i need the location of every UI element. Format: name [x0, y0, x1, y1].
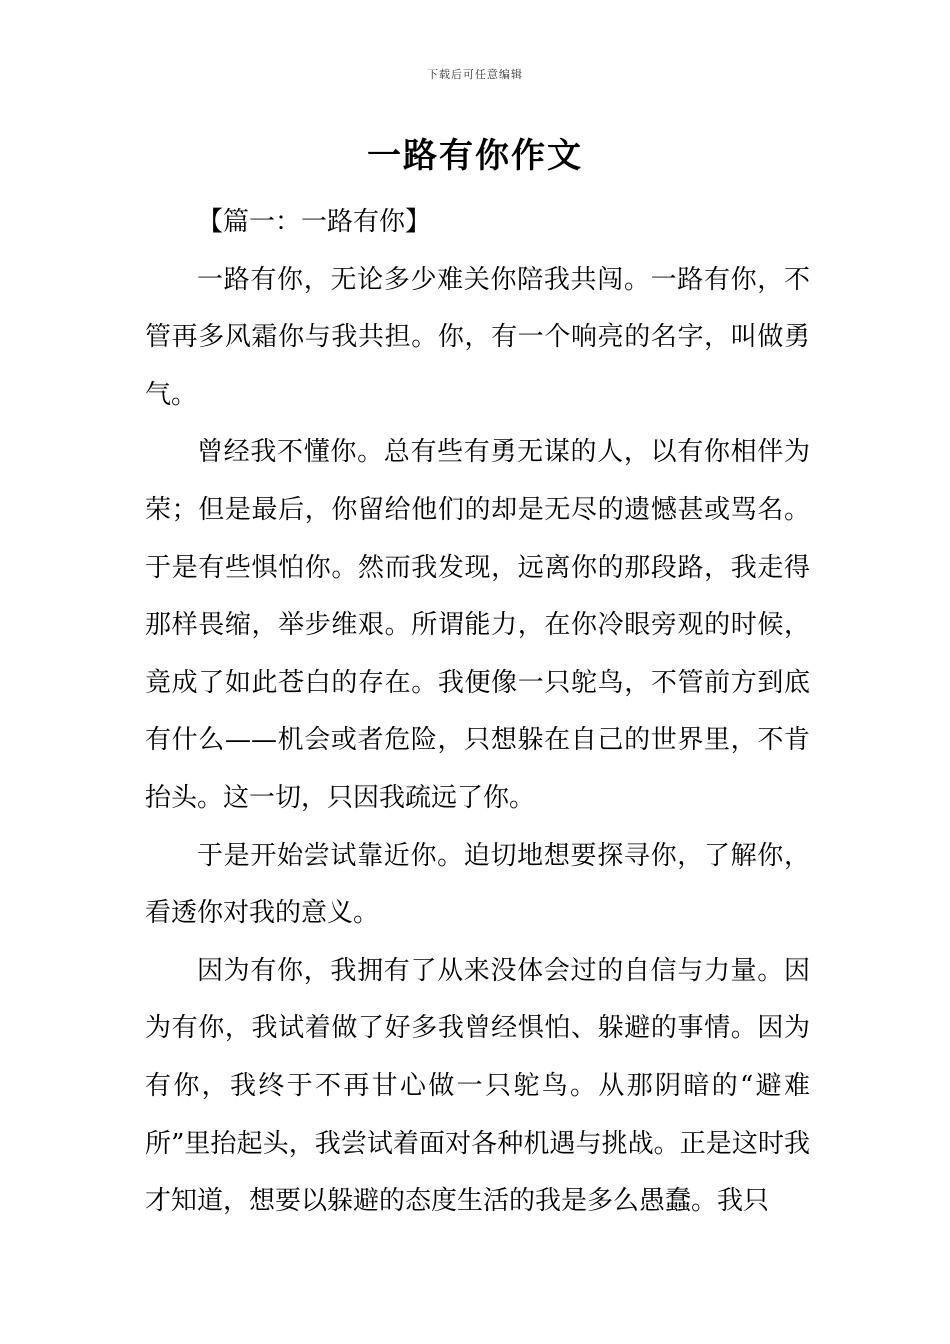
paragraph: 于是开始尝试靠近你。迫切地想要探寻你，了解你，看透你对我的意义。: [145, 840, 810, 929]
document-title: 一路有你作文: [367, 136, 583, 176]
header-note: 下载后可任意编辑: [427, 68, 523, 81]
paragraph: 曾经我不懂你。总有些有勇无谋的人，以有你相伴为荣；但是最后，你留给他们的却是无尽的遗憾甚或骂名。于是有些惧怕你。然而我发现，远离你的那段路，我走得那样畏缩，举步维艰。所谓能力，在你冷眼旁观的时候，竟成了如此苍白的存在。我便像一只鸵鸟，不管前方到底有什么——机会或者危险，只想躲在自己的世界里，不肯抬头。这一切，只因我疏远了你。: [145, 437, 810, 813]
paragraph: 一路有你，无论多少难关你陪我共闯。一路有你，不管再多风霜你与我共担。你，有一个响亮的名字，叫做勇气。: [145, 264, 810, 410]
document-body: [145, 194, 810, 1231]
paragraph: 因为有你，我拥有了从来没体会过的自信与力量。因为有你，我试着做了好多我曾经惧怕、躲避的事情。因为有你，我终于不再甘心做一只鸵鸟。从那阴暗的“避难所”里抬起头，我尝试着面对各种机遇与挑战。正是这时我才知道，想要以躲避的态度生活的我是多么愚蠢。我只: [145, 955, 810, 1217]
section-heading: 【篇一：一路有你】: [197, 207, 432, 237]
